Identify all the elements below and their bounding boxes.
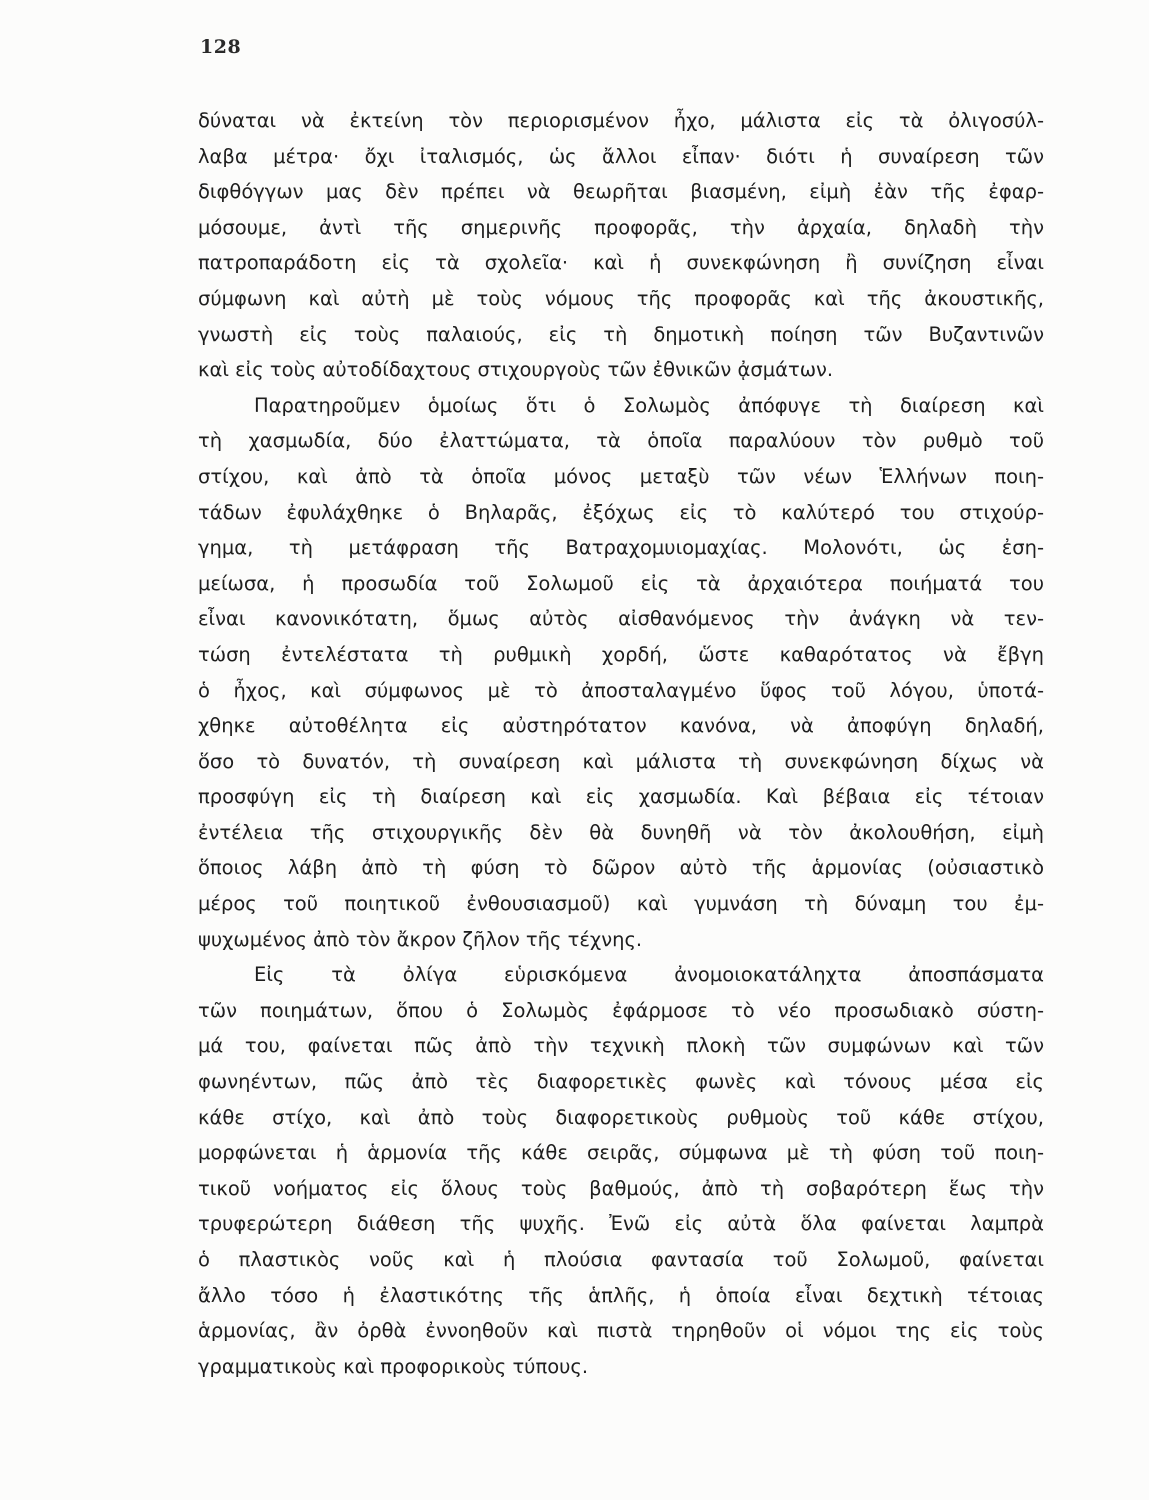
text-line: λαβα μέτρα· ὄχι ἰταλισμός, ὡς ἄλλοι εἶπαν· διότι ἡ συναίρεση τῶν: [198, 144, 1044, 168]
text-line: δύναται νὰ ἐκτείνη τὸν περιορισμένον ἦχο, μάλιστα εἰς τὰ ὀλιγοσύλ-: [198, 109, 1044, 132]
text-line: τικοῦ νοήματος εἰς ὅλους τοὺς βαθμούς, ἀπὸ τὴ σοβαρότερη ἕως τὴν: [198, 1176, 1044, 1200]
paragraph-start-line: Εἰς τὰ ὀλίγα εὑρισκόμενα ἀνομοιοκατάληχτα ἀποσπάσματα: [254, 963, 1044, 987]
text-line: τάδων ἐφυλάχθηκε ὁ Βηλαρᾶς, ἐξόχως εἰς τὸ καλύτερό του στιχούρ-: [198, 500, 1044, 524]
text-line: μείωσα, ἡ προσωδία τοῦ Σολωμοῦ εἰς τὰ ἀρχαιότερα ποιήματά του: [198, 571, 1044, 595]
text-line: ὁ ἦχος, καὶ σύμφωνος μὲ τὸ ἀποσταλαγμένο ὕφος τοῦ λόγου, ὑποτά-: [198, 678, 1044, 702]
text-line: πατροπαράδοτη εἰς τὰ σχολεῖα· καὶ ἡ συνεκφώνηση ἢ συνίζηση εἶναι: [198, 251, 1044, 275]
text-line: γνωστὴ εἰς τοὺς παλαιούς, εἰς τὴ δημοτικὴ ποίηση τῶν Βυζαντινῶν: [198, 322, 1044, 346]
text-line: ὅποιος λάβη ἀπὸ τὴ φύση τὸ δῶρον αὐτὸ τῆς ἁρμονίας (οὐσιαστικὸ: [198, 856, 1044, 880]
text-line: χθηκε αὐτοθέλητα εἰς αὐστηρότατον κανόνα, νὰ ἀποφύγη δηλαδή,: [198, 714, 1044, 738]
body-text: [198, 103, 1044, 1384]
text-line: διφθόγγων μας δὲν πρέπει νὰ θεωρῆται βιασμένη, εἰμὴ ἐὰν τῆς ἐφαρ-: [198, 180, 1044, 204]
text-line: ἁρμονίας, ἂν ὀρθὰ ἐννοηθοῦν καὶ πιστὰ τηρηθοῦν οἱ νόμοι της εἰς τοὺς: [198, 1319, 1044, 1343]
text-line: φωνηέντων, πῶς ἀπὸ τὲς διαφορετικὲς φωνὲς καὶ τόνους μέσα εἰς: [198, 1070, 1044, 1094]
text-line: τώση ἐντελέστατα τὴ ρυθμικὴ χορδή, ὥστε καθαρότατος νὰ ἔβγη: [198, 642, 1044, 666]
text-line: προσφύγη εἰς τὴ διαίρεση καὶ εἰς χασμωδία. Καὶ βέβαια εἰς τέτοιαν: [198, 785, 1044, 809]
text-line: ὅσο τὸ δυνατόν, τὴ συναίρεση καὶ μάλιστα τὴ συνεκφώνηση δίχως νὰ: [198, 749, 1044, 773]
text-line: τὴ χασμωδία, δύο ἐλαττώματα, τὰ ὁποῖα παραλύουν τὸν ρυθμὸ τοῦ: [198, 429, 1044, 453]
paragraph-end-line: γραμματικοὺς καὶ προφορικοὺς τύπους.: [198, 1354, 589, 1378]
text-line: εἶναι κανονικότατη, ὅμως αὐτὸς αἰσθανόμενος τὴν ἀνάγκη νὰ τεν-: [198, 607, 1044, 631]
text-line: τρυφερώτερη διάθεση τῆς ψυχῆς. Ἐνῶ εἰς αὐτὰ ὅλα φαίνεται λαμπρὰ: [198, 1212, 1044, 1236]
text-line: ἄλλο τόσο ἡ ἐλαστικότης τῆς ἁπλῆς, ἡ ὁποία εἶναι δεχτικὴ τέτοιας: [198, 1283, 1044, 1307]
text-line: μά του, φαίνεται πῶς ἀπὸ τὴν τεχνικὴ πλοκὴ τῶν συμφώνων καὶ τῶν: [198, 1034, 1044, 1058]
paragraph-end-line: καὶ εἰς τοὺς αὐτοδίδαχτους στιχουργοὺς τῶν ἐθνικῶν ᾀσμάτων.: [198, 358, 834, 382]
paragraph-end-line: ψυχωμένος ἀπὸ τὸν ἄκρον ζῆλον τῆς τέχνης.: [198, 927, 643, 951]
text-line: τῶν ποιημάτων, ὅπου ὁ Σολωμὸς ἐφάρμοσε τὸ νέο προσωδιακὸ σύστη-: [198, 998, 1044, 1022]
text-line: μέρος τοῦ ποιητικοῦ ἐνθουσιασμοῦ) καὶ γυμνάση τὴ δύναμη του ἐμ-: [198, 892, 1044, 916]
text-line: στίχου, καὶ ἀπὸ τὰ ὁποῖα μόνος μεταξὺ τῶν νέων Ἑλλήνων ποιη-: [198, 464, 1044, 488]
text-line: ἐντέλεια τῆς στιχουργικῆς δὲν θὰ δυνηθῆ νὰ τὸν ἀκολουθήση, εἰμὴ: [198, 820, 1044, 844]
text-line: σύμφωνη καὶ αὐτὴ μὲ τοὺς νόμους τῆς προφορᾶς καὶ τῆς ἀκουστικῆς,: [198, 286, 1044, 310]
page-number: 128: [200, 36, 242, 58]
text-line: μορφώνεται ἡ ἁρμονία τῆς κάθε σειρᾶς, σύμφωνα μὲ τὴ φύση τοῦ ποιη-: [198, 1141, 1044, 1165]
text-line: ὁ πλαστικὸς νοῦς καὶ ἡ πλούσια φαντασία τοῦ Σολωμοῦ, φαίνεται: [198, 1248, 1044, 1271]
text-line: γημα, τὴ μετάφραση τῆς Βατραχομυιομαχίας. Μολονότι, ὡς ἐση-: [198, 536, 1044, 560]
text-line: κάθε στίχο, καὶ ἀπὸ τοὺς διαφορετικοὺς ρυθμοὺς τοῦ κάθε στίχου,: [198, 1105, 1044, 1129]
paragraph-start-line: Παρατηροῦμεν ὁμοίως ὅτι ὁ Σολωμὸς ἀπόφυγε τὴ διαίρεση καὶ: [254, 393, 1044, 417]
text-line: μόσουμε, ἀντὶ τῆς σημερινῆς προφορᾶς, τὴν ἀρχαία, δηλαδὴ τὴν: [198, 215, 1044, 239]
